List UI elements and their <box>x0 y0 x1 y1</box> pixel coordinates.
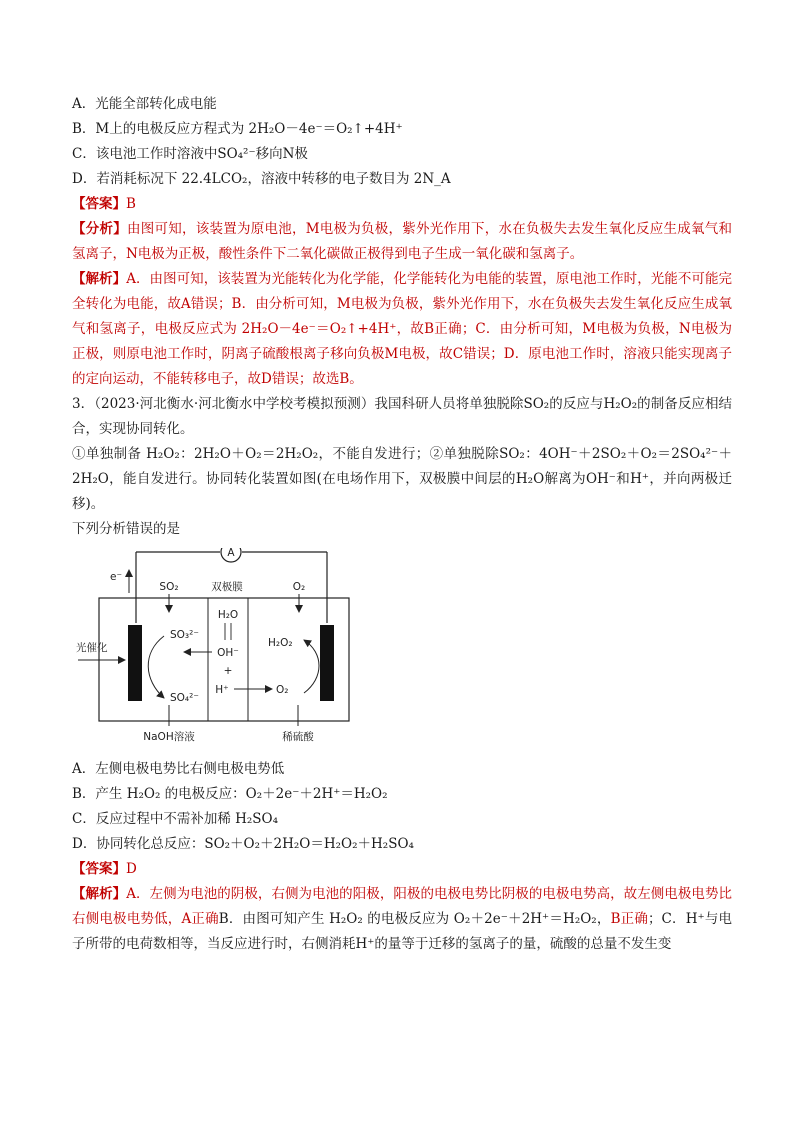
o2-input-label: O₂ <box>292 581 306 593</box>
q3-explanation <box>72 882 732 957</box>
diagram-svg <box>72 548 372 753</box>
sulfate-label: SO₄²⁻ <box>170 692 199 704</box>
right-electrode <box>320 625 334 701</box>
ammeter-label: A <box>227 548 235 559</box>
analysis-text: 由图可知，该装置为原电池，M电极为负极，紫外光作用下，水在负极失去发生氧化反应生成氧气和氢离子，N电极为正极，酸性条件下二氧化碳做正极得到电子生成一氧化碳和氢离子。 <box>72 221 733 262</box>
explanation-part1: A．左侧为电池的阴极，右侧为电池的阳极，阳极的电极电势比阴极的电极电势高，故左侧电极电势比右侧电极电势低， <box>72 886 732 927</box>
document-page <box>72 92 732 957</box>
peroxide-label: H₂O₂ <box>268 637 293 649</box>
acid-label: 稀硫酸 <box>282 731 314 743</box>
explanation-part2-verdict: B正确 <box>610 911 649 927</box>
explanation-part2: B．由图可知产生 H₂O₂ 的电极反应为 O₂＋2e⁻＋2H⁺＝H₂O₂， <box>218 911 611 927</box>
sulfite-label: SO₃²⁻ <box>170 629 199 641</box>
answer-value: D <box>126 861 137 877</box>
explanation-part1-verdict: A正确 <box>181 911 219 927</box>
q2-analysis <box>72 217 732 267</box>
o2-cathode-label: O₂ <box>276 684 289 696</box>
q3-option-c: C．反应过程中不需补加稀 H₂SO₄ <box>72 811 279 827</box>
q3-option-b: B．产生 H₂O₂ 的电极反应：O₂＋2e⁻＋2H⁺＝H₂O₂ <box>72 786 388 802</box>
left-reaction-arrow <box>148 636 164 698</box>
electron-label: e⁻ <box>109 571 122 583</box>
q3-conditions: ①单独制备 H₂O₂：2H₂O＋O₂＝2H₂O₂，不能自发进行；②单独脱除SO₂：4OH⁻＋2SO₂＋O₂＝2SO₄²⁻＋2H₂O，能自发进行。协同转化装置如图(在电场作用下，双极膜中间层的H₂O解离为OH⁻和H⁺，并向两极迁移)。 <box>72 446 732 512</box>
q2-option-d: D．若消耗标况下 22.4LCO₂，溶液中转移的电子数目为 2N_A <box>72 171 451 187</box>
proton-label: H⁺ <box>215 684 229 696</box>
so2-input-label: SO₂ <box>159 581 179 593</box>
answer-label: 【答案】 <box>72 196 126 212</box>
answer-label: 【答案】 <box>72 861 126 877</box>
explanation-text: A．由图可知，该装置为光能转化为化学能，化学能转化为电能的装置，原电池工作时，光能不可能完全转化为电能，故A错误；B．由分析可知，M电极为负极，紫外光作用下，水在负极失去发生氧化反应生成氧气和氢离子，电极反应式为 2H₂O－4e⁻＝O₂↑+4H⁺，故B正确；C．由分析可知，M电极为负极，N电极为正极，则原电池工作时，阴离子硫酸根离子移向负极M电极，故C错误；D．原电池工作时，溶液只能实现离子的定向运动，不能转移电子，故D错误；故选B。 <box>72 271 732 387</box>
q2-option-a: A．光能全部转化成电能 <box>72 96 217 112</box>
q2-option-c: C．该电池工作时溶液中SO₄²⁻移向N极 <box>72 146 308 162</box>
analysis-label: 【分析】 <box>72 221 127 237</box>
hydroxide-label: OH⁻ <box>217 647 239 659</box>
q3-option-d: D．协同转化总反应：SO₂＋O₂＋2H₂O＝H₂O₂＋H₂SO₄ <box>72 836 414 852</box>
explanation-label: 【解析】 <box>72 271 127 287</box>
left-electrode <box>128 625 142 701</box>
q3-stem: 3．（2023·河北衡水·河北衡水中学校考模拟预测）我国科研人员将单独脱除SO₂的反应与H₂O₂的制备反应相结合，实现协同转化。 <box>72 396 732 437</box>
explanation-label: 【解析】 <box>72 886 127 902</box>
answer-value: B <box>126 196 136 212</box>
q3-option-a: A．左侧电极电势比右侧电极电势低 <box>72 761 285 777</box>
explanation-part3: ；C．H⁺与电子所带的电荷数相等，当反应进行时，右侧消耗H⁺的量等于迁移的氢离子的量，硫酸的总量不发生变 <box>72 911 733 952</box>
q2-explanation <box>72 267 732 392</box>
q3-prompt: 下列分析错误的是 <box>72 521 180 537</box>
q3-answer <box>72 857 732 882</box>
light-label: 光催化 <box>76 642 108 654</box>
naoh-label: NaOH溶液 <box>143 731 195 743</box>
q2-option-b: B．M上的电极反应方程式为 2H₂O－4e⁻＝O₂↑+4H⁺ <box>72 121 403 137</box>
right-reaction-arrow <box>304 640 319 693</box>
electrolysis-diagram <box>72 548 372 753</box>
q2-answer <box>72 192 732 217</box>
water-label: H₂O <box>217 609 239 621</box>
plus-sign: + <box>223 665 233 677</box>
membrane-label: 双极膜 <box>211 581 243 593</box>
